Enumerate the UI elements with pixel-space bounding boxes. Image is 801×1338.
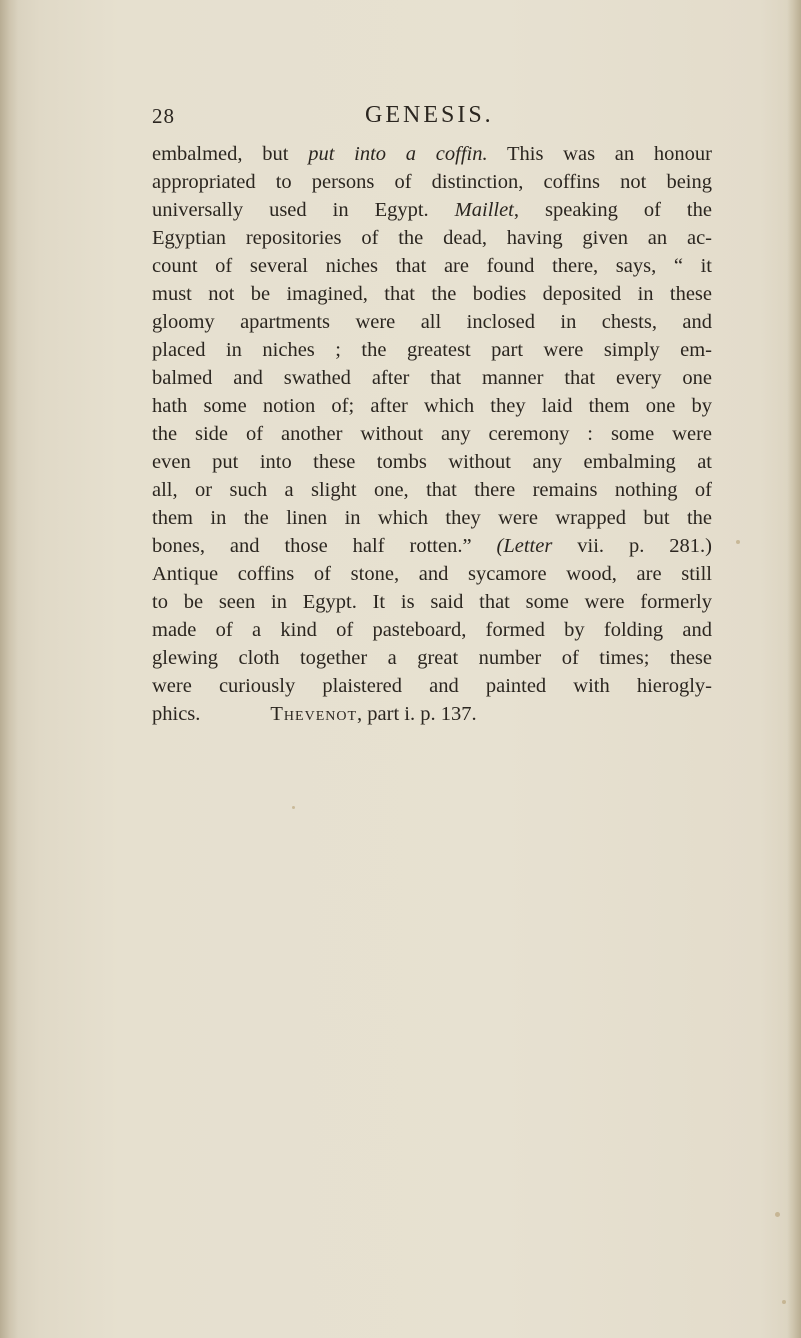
page-header <box>152 104 712 134</box>
text-line: were curiously plaistered and painted with hierogly- <box>152 675 712 697</box>
text-line: placed in niches ; the greatest part were simply em- <box>152 339 712 361</box>
page-edge-shadow <box>787 0 801 1338</box>
text-line: even put into these tombs without any embalming at <box>152 451 712 473</box>
text-run: This was an honour <box>487 143 712 165</box>
text-line: to be seen in Egypt. It is said that some were formerly <box>152 591 712 613</box>
italic-author-name: Maillet <box>454 199 514 221</box>
text-line: them in the linen in which they were wrapped but the <box>152 507 712 529</box>
text-run: , speaking of the <box>513 199 712 221</box>
text-line: gloomy apartments were all inclosed in chests, and <box>152 311 712 333</box>
text-line: hath some notion of; after which they laid them one by <box>152 395 712 417</box>
italic-phrase: put into a coffin. <box>308 143 488 165</box>
text-run: embalmed, but <box>152 143 309 165</box>
text-run: phics. <box>152 703 201 725</box>
text-line: all, or such a slight one, that there remains nothing of <box>152 479 712 501</box>
text-line <box>152 196 712 224</box>
text-line: the side of another without any ceremony : some were <box>152 423 712 445</box>
source-reference: , part i. p. 137. <box>357 703 477 725</box>
text-run: bones, and those half rotten.” <box>152 535 497 557</box>
text-line <box>152 140 712 168</box>
paper-foxing-spot <box>292 806 295 809</box>
text-line: balmed and swathed after that manner that every one <box>152 367 712 389</box>
body-paragraph <box>152 140 712 728</box>
text-line <box>152 700 712 728</box>
text-line: Egyptian repositories of the dead, having given an ac- <box>152 227 712 249</box>
text-line: must not be imagined, that the bodies deposited in these <box>152 283 712 305</box>
text-run: universally used in Egypt. <box>152 199 455 221</box>
page-gutter-shadow <box>0 0 18 1338</box>
text-line: glewing cloth together a great number of times; these <box>152 647 712 669</box>
text-line: appropriated to persons of distinction, coffins not being <box>152 171 712 193</box>
text-line: made of a kind of pasteboard, formed by folding and <box>152 619 712 641</box>
paper-foxing-spot <box>782 1300 786 1304</box>
text-line: Antique coffins of stone, and sycamore wood, are still <box>152 563 712 585</box>
paper-foxing-spot <box>736 540 740 544</box>
page-number: 28 <box>152 104 175 128</box>
source-author-smallcaps: Thevenot <box>270 703 358 725</box>
text-line: count of several niches that are found there, says, “ it <box>152 255 712 277</box>
text-line <box>152 532 712 560</box>
paper-foxing-spot <box>775 1212 780 1217</box>
italic-citation: (Letter <box>496 535 553 557</box>
text-run: vii. p. 281.) <box>552 535 712 557</box>
running-head: GENESIS. <box>365 102 494 128</box>
